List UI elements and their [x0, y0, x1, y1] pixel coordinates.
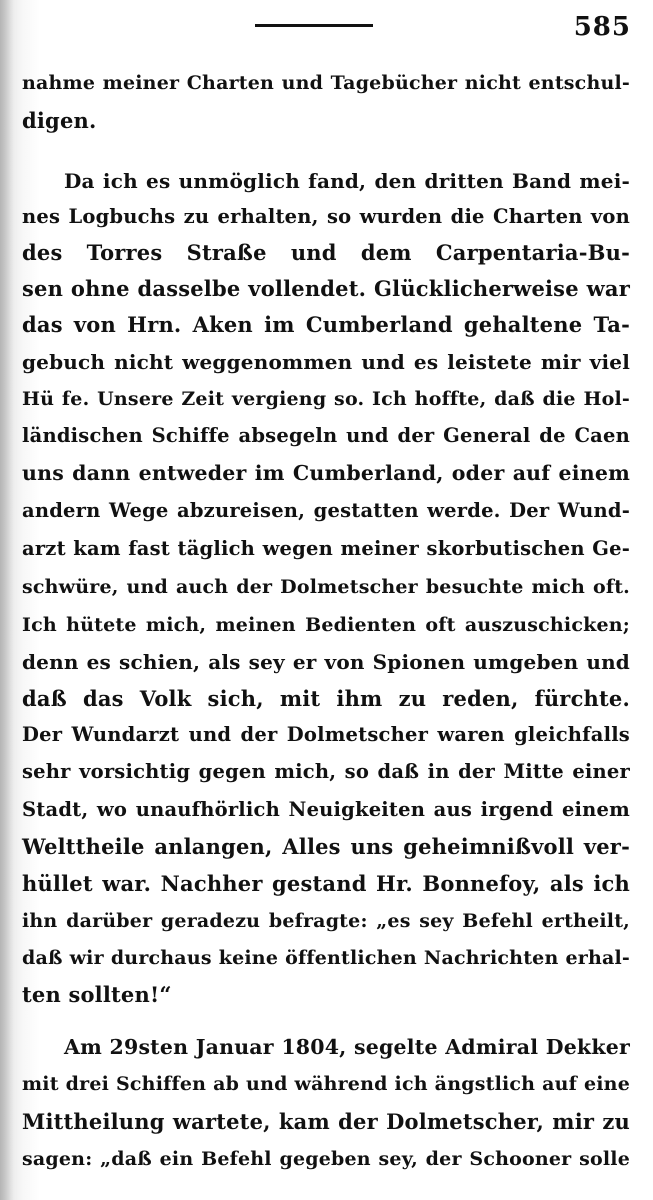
text-line: Ich hütete mich, meinen Bedienten oft auszuschicken;: [22, 614, 630, 636]
text-line: das von Hrn. Aken im Cumberland gehaltene Ta-: [22, 312, 630, 337]
text-line: ländischen Schiffe absegeln und der General de Caen: [22, 424, 630, 447]
text-line: sen ohne dasselbe vollendet. Glücklicherweise war: [22, 276, 630, 301]
text-line: ihn darüber geradezu befragte: „es sey Befehl ertheilt,: [22, 910, 630, 932]
page-number: 585: [573, 12, 631, 42]
text-line: Mittheilung wartete, kam der Dolmetscher, mir zu: [22, 1109, 630, 1134]
text-line: digen.: [22, 108, 97, 133]
text-line: Welttheile anlangen, Alles uns geheimnißvoll ver-: [22, 834, 630, 859]
text-line: daß wir durchaus keine öffentlichen Nachrichten erhal-: [22, 947, 630, 969]
header-rule: [255, 24, 373, 27]
text-line: mit drei Schiffen ab und während ich ängstlich auf eine: [22, 1073, 630, 1095]
text-line: Da ich es unmöglich fand, den dritten Band mei-: [64, 169, 630, 193]
text-line: arzt kam fast täglich wegen meiner skorbutischen Ge-: [22, 537, 630, 560]
text-line: des Torres Straße und dem Carpentaria-Bu-: [22, 240, 630, 265]
text-line: nes Logbuchs zu erhalten, so wurden die Charten von: [22, 205, 630, 228]
text-line: ten sollten!“: [22, 982, 172, 1007]
text-line: Der Wundarzt und der Dolmetscher waren gleichfalls: [22, 723, 630, 746]
text-line: uns dann entweder im Cumberland, oder auf einem: [22, 461, 630, 485]
text-line: hüllet war. Nachher gestand Hr. Bonnefoy, als ich: [22, 871, 630, 896]
text-line: sehr vorsichtig gegen mich, so daß in der Mitte einer: [22, 760, 630, 783]
text-line: Stadt, wo unaufhörlich Neuigkeiten aus irgend einem: [22, 798, 630, 821]
text-line: Hü fe. Unsere Zeit vergieng so. Ich hoffte, daß die Hol-: [22, 388, 630, 410]
text-line: sagen: „daß ein Befehl gegeben sey, der Schooner solle: [22, 1148, 630, 1170]
page-spine-shadow: [0, 0, 14, 1200]
text-line: andern Wege abzureisen, gestatten werde. Der Wund-: [22, 499, 630, 522]
text-line: Am 29sten Januar 1804, segelte Admiral Dekker: [64, 1035, 630, 1059]
text-line: gebuch nicht weggenommen und es leistete mir viel: [22, 350, 630, 374]
text-line: nahme meiner Charten und Tagebücher nicht entschul-: [22, 72, 630, 94]
text-line: schwüre, und auch der Dolmetscher besuchte mich oft.: [22, 576, 630, 598]
text-line: daß das Volk sich, mit ihm zu reden, fürchte.: [22, 686, 630, 711]
text-line: denn es schien, als sey er von Spionen umgeben und: [22, 650, 630, 674]
